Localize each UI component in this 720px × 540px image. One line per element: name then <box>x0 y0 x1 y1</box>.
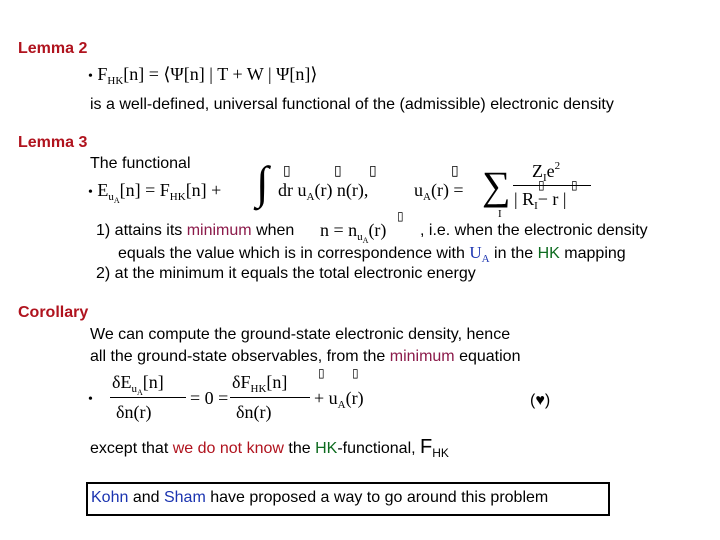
integral-du: dr u <box>278 180 307 200</box>
eq-rhs-numerator: $\delta F_{HK}[n]$ <box>232 372 288 395</box>
fraction-numerator: $Z_Ie^2$ <box>532 160 561 184</box>
item1-math: $n = n_{u_A}(r)$ <box>320 220 387 245</box>
vector-placeholder: ▯ <box>318 366 325 380</box>
potential-definition <box>414 180 464 203</box>
energy-subscript: uA <box>108 191 120 205</box>
vector-placeholder: ▯ <box>283 162 291 178</box>
lemma3-item2: 2) at the minimum it equals the total electronic energy <box>96 265 476 282</box>
lemma3-heading: Lemma 3 <box>18 134 88 151</box>
energy-symbol: E <box>97 180 109 200</box>
hk-subscript: HK <box>169 191 186 203</box>
corollary-line1: We can compute the ground-state electronic density, hence <box>90 326 511 343</box>
fraction-bar <box>513 185 591 186</box>
eq-lhs-numerator: $\delta E_{u_A}[n]$ <box>112 372 164 397</box>
integral-body <box>278 180 368 203</box>
vector-placeholder: ▯ <box>352 366 359 380</box>
bullet: • <box>88 185 93 200</box>
vector-placeholder: ▯ <box>369 162 377 178</box>
vector-placeholder: ▯ <box>397 209 404 223</box>
potential-u: u <box>414 180 423 200</box>
vector-placeholder: ▯ <box>571 178 578 192</box>
lemma2-heading: Lemma 2 <box>18 40 88 57</box>
fraction-denominator: | $R_I- r$ | <box>514 189 567 212</box>
potential-sub: A <box>423 191 431 203</box>
unknown-emphasis: we do not know <box>172 440 284 457</box>
lemma2-text: is a well-defined, universal functional of the (admissible) electronic density <box>90 96 614 113</box>
minimum-emphasis: minimum <box>389 348 455 365</box>
bullet: • <box>88 69 93 84</box>
lemma3-item1-post: , i.e. when the electronic density <box>420 222 648 239</box>
vector-placeholder: ▯ <box>538 178 545 192</box>
integral-sub: A <box>306 191 315 203</box>
functional-rhs: [n] = F <box>119 180 170 200</box>
minimum-emphasis: minimum <box>186 222 252 239</box>
heart-marker: (♥) <box>530 392 551 409</box>
fhk-subscript: HK <box>432 446 449 460</box>
lemma3-functional-equation <box>88 180 221 205</box>
corollary-heading: Corollary <box>18 304 89 321</box>
vector-placeholder: ▯ <box>334 162 342 178</box>
eq-tail: + $u_A(r)$ <box>314 388 364 411</box>
lemma3-intro: The functional <box>90 155 191 172</box>
lemma3-item1-line2: equals the value which is in correspondence with $U_A$ in the HK mapping <box>118 243 626 265</box>
bracket-n: [n] + <box>185 180 222 200</box>
hk-emphasis: HK <box>315 440 338 457</box>
potential-tail: (r) = <box>430 180 464 200</box>
sum-symbol: ∑ <box>482 163 511 208</box>
kohn-name: Kohn <box>91 489 129 506</box>
integral-sign: ∫ <box>256 157 269 208</box>
fhk-subscript: HK <box>107 75 124 87</box>
fhk-definition: [n] = ⟨Ψ[n] | T + W | Ψ[n]⟩ <box>123 64 318 84</box>
lemma2-equation <box>88 64 317 87</box>
sum-index: I <box>498 208 502 220</box>
sham-name: Sham <box>163 489 206 506</box>
except-line: except that we do not know the HK-functional, $F_{HK}$ <box>90 436 449 460</box>
vector-placeholder: ▯ <box>451 162 459 178</box>
lhs-fraction-bar <box>110 397 186 398</box>
eq-middle: = 0 = <box>190 388 229 408</box>
lemma3-item1: 1) attains its minimum when <box>96 222 295 239</box>
u-a-symbol: $U_A$ <box>469 243 490 265</box>
rhs-fraction-bar <box>230 397 310 398</box>
corollary-line2: all the ground-state observables, from the minimum equation <box>90 348 521 365</box>
integral-tail: (r) n(r), <box>314 180 369 200</box>
bullet: • <box>88 392 93 407</box>
fhk-symbol: F <box>97 64 108 84</box>
hk-emphasis: HK <box>537 245 560 262</box>
eq-lhs-denominator: δn(r) <box>116 402 152 422</box>
eq-rhs-denominator: δn(r) <box>236 402 272 422</box>
conclusion-text: Kohn and Sham have proposed a way to go around this problem <box>91 489 549 506</box>
fhk-symbol: F <box>420 436 433 458</box>
